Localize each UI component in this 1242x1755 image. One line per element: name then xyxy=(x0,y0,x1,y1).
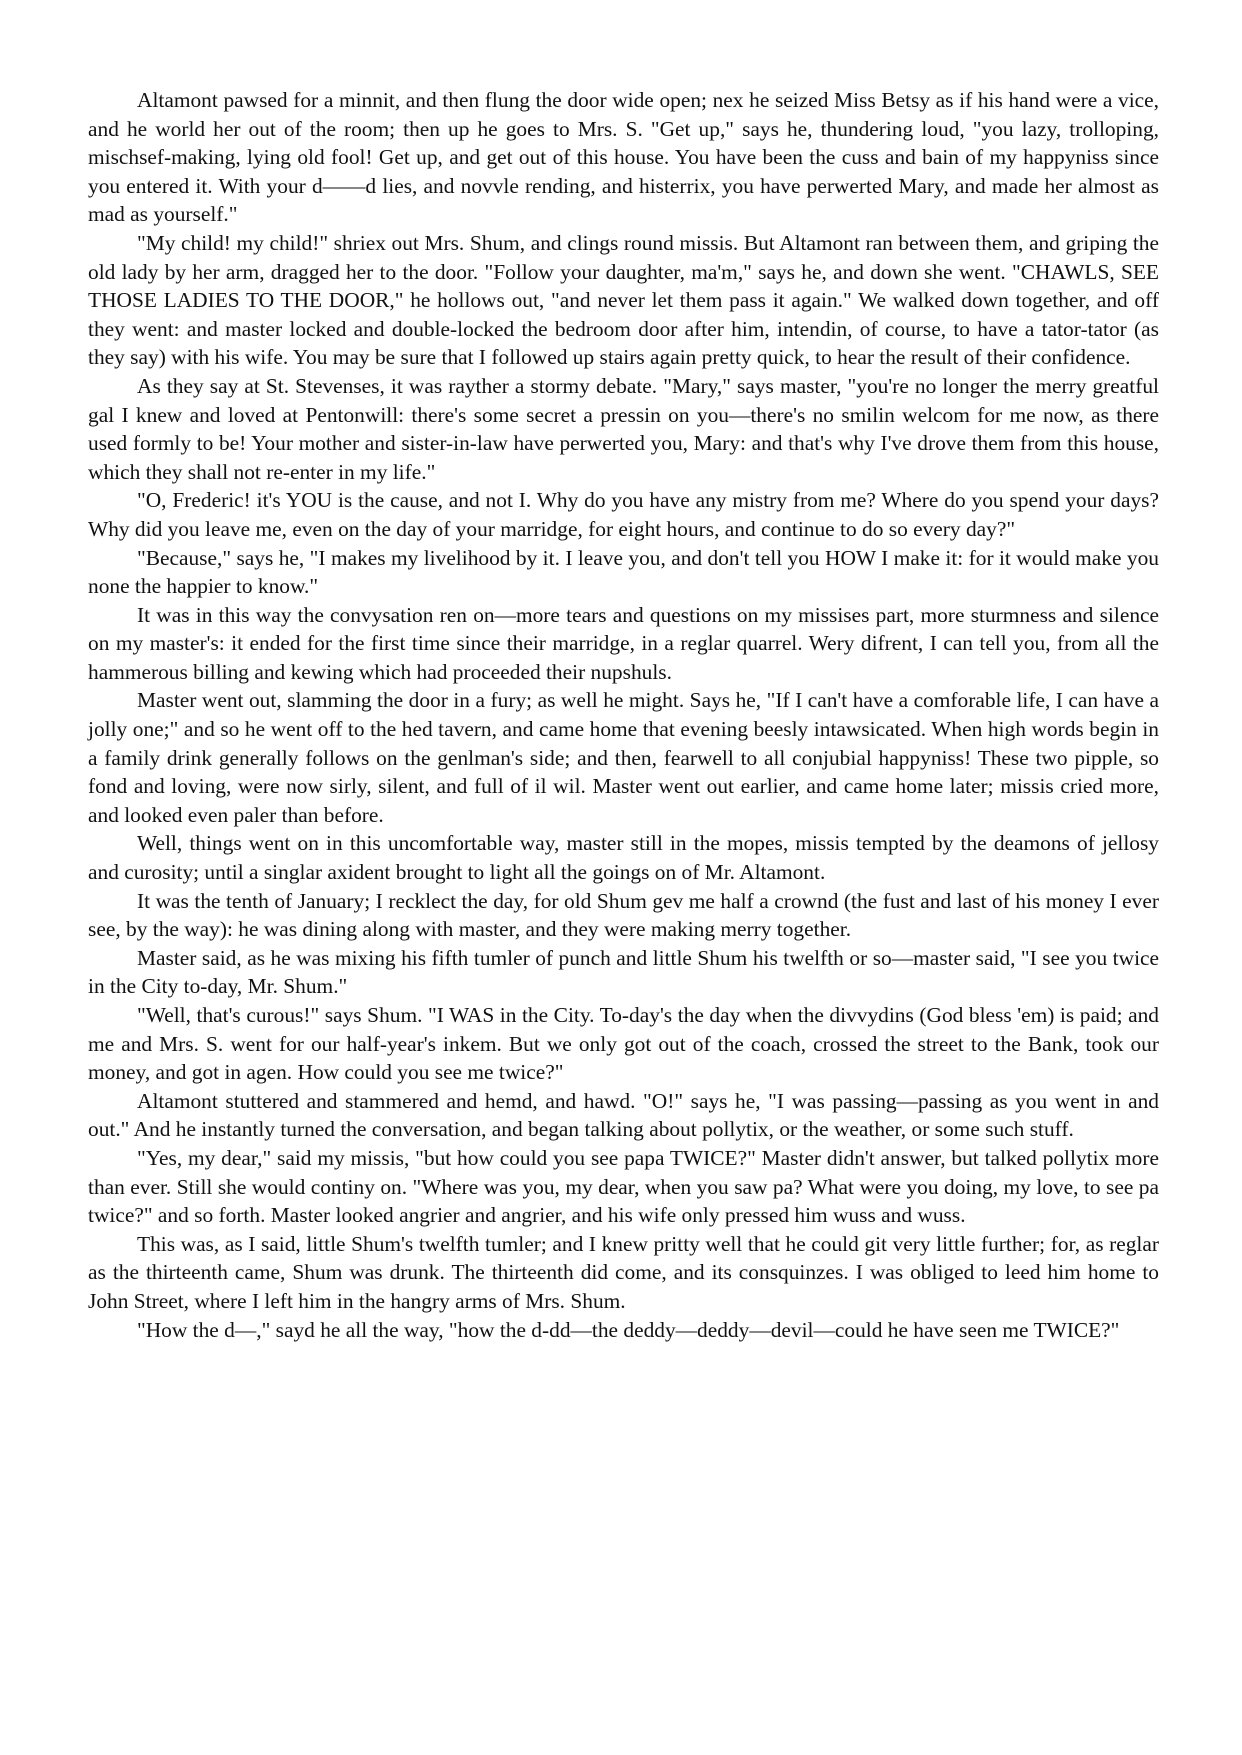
paragraph: "O, Frederic! it's YOU is the cause, and not I. Why do you have any mistry from me? Where do you spend your days? Why did you leave me, even on the day of your marridge, for eight hours, and continue to do so every day?" xyxy=(88,488,1159,541)
paragraph: This was, as I said, little Shum's twelfth tumler; and I knew pritty well that he could git very little further; for, as reglar as the thirteenth came, Shum was drunk. The thirteenth did come, and its consquinzes. I was obliged to leed him home to John Street, where I left him in the hangry arms of Mrs. Shum. xyxy=(88,1231,1159,1313)
paragraph: "How the d—," sayd he all the way, "how the d-dd—the deddy—deddy—devil—could he have seen me TWICE?" xyxy=(137,1317,1120,1342)
paragraph: Master went out, slamming the door in a fury; as well he might. Says he, "If I can't have a comforable life, I can have a jolly one;" and so he went off to the hed tavern, and came home that evening beesly intawsicated. When high words begin in a family drink generally follows on the genlman's side; and then, fearwell to all conjubial happyniss! These two pipple, so fond and loving, were now sirly, silent, and full of il wil. Master went out earlier, and came home later; missis cried more, and looked even paler than before. xyxy=(88,688,1159,827)
document-page xyxy=(88,86,1159,1344)
paragraph: "Because," says he, "I makes my livelihood by it. I leave you, and don't tell you HOW I make it: for it would make you none the happier to know." xyxy=(88,545,1159,599)
paragraph: "Well, that's curous!" says Shum. "I WAS in the City. To-day's the day when the divvydins (God bless 'em) is paid; and me and Mrs. S. went for our half-year's inkem. But we only got out of the coach, crossed the street to the Bank, took our money, and got in agen. How could you see me twice?" xyxy=(88,1003,1159,1085)
paragraph: It was in this way the convysation ren on—more tears and questions on my missises part, more sturmness and silence on my master's: it ended for the first time since their marridge, in a reglar quarrel. Wery difrent, I can tell you, from all the hammerous billing and kewing which had proceeded their nupshuls. xyxy=(88,602,1159,684)
paragraph: It was the tenth of January; I recklect the day, for old Shum gev me half a crownd (the fust and last of his money I ever see, by the way): he was dining along with master, and they were making merry together. xyxy=(88,888,1159,942)
paragraph: "Yes, my dear," said my missis, "but how could you see papa TWICE?" Master didn't answer, but talked pollytix more than ever. Still she would continy on. "Where was you, my dear, when you saw pa? What were you doing, my love, to see pa twice?" and so forth. Master looked angrier and angrier, and his wife only pressed him wuss and wuss. xyxy=(88,1145,1159,1228)
paragraph: "My child! my child!" shriex out Mrs. Shum, and clings round missis. But Altamont ran between them, and griping the old lady by her arm, dragged her to the door. "Follow your daughter, ma'm," says he, and down she went. "CHAWLS, SEE THOSE LADIES TO THE DOOR," he hollows out, "and never let them pass it again." We walked down together, and off they went: and master locked and double-locked the bedroom door after him, intendin, of course, to have a tator-tator (as they say) with his wife. You may be sure that I followed up stairs again pretty quick, to hear the result of their confidence. xyxy=(88,230,1159,370)
paragraph: Altamont stuttered and stammered and hemd, and hawd. "O!" says he, "I was passing—passing as you went in and out." And he instantly turned the conversation, and began talking about pollytix, or the weather, or some such stuff. xyxy=(88,1088,1159,1142)
paragraph: As they say at St. Stevenses, it was rayther a stormy debate. "Mary," says master, "you're no longer the merry greatful gal I knew and loved at Pentonwill: there's some secret a pressin on you—there's no smilin welcom for me now, as there used formly to be! Your mother and sister-in-law have perwerted you, Mary: and that's why I've drove them from this house, which they shall not re-enter in my life." xyxy=(88,373,1159,484)
paragraph: Altamont pawsed for a minnit, and then flung the door wide open; nex he seized Miss Betsy as if his hand were a vice, and he world her out of the room; then up he goes to Mrs. S. "Get up," says he, thundering loud, "you lazy, trolloping, mischsef-making, lying old fool! Get up, and get out of this house. You have been the cuss and bain of my happyniss since you entered it. With your d——d lies, and novvle rending, and histerrix, you have perwerted Mary, and made her almost as mad as yourself." xyxy=(88,88,1159,227)
paragraph: Well, things went on in this uncomfortable way, master still in the mopes, missis tempted by the deamons of jellosy and curosity; until a singlar axident brought to light all the goings on of Mr. Altamont. xyxy=(88,831,1159,885)
paragraph: Master said, as he was mixing his fifth tumler of punch and little Shum his twelfth or so—master said, "I see you twice in the City to-day, Mr. Shum." xyxy=(88,945,1159,999)
